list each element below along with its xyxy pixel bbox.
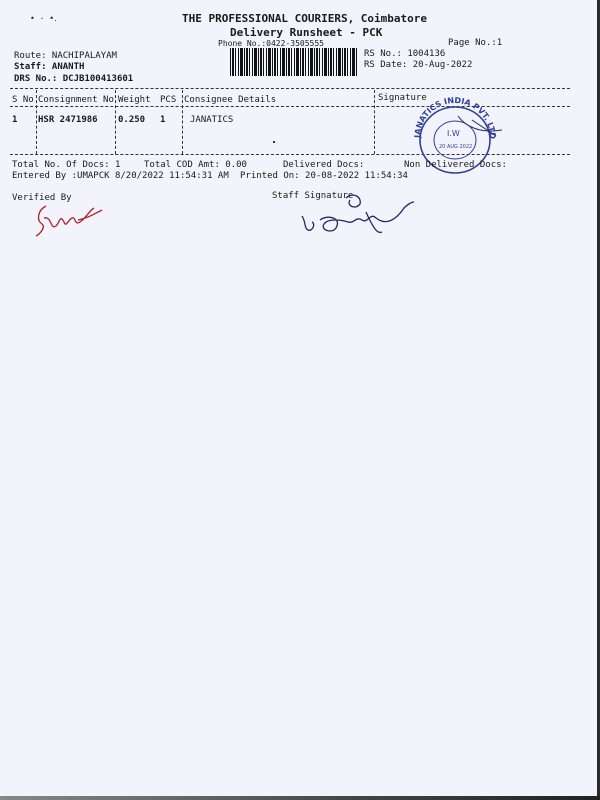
cell-consignee: JANATICS: [190, 115, 234, 125]
total-docs: Total No. Of Docs: 1: [12, 160, 121, 170]
col-divider: [182, 90, 183, 154]
verifier-signature: [30, 200, 110, 240]
ink-dot: [273, 141, 275, 143]
non-delivered-docs: Non Delivered Docs:: [404, 160, 507, 170]
rs-number: RS No.: 1004136: [364, 49, 446, 59]
phone-number: Phone No.:0422-3505555: [218, 39, 324, 48]
staff: Staff: ANANTH: [14, 62, 85, 72]
stamp-ring-text: JANATICS INDIA PVT. LTD: [412, 96, 498, 140]
barcode: [230, 48, 358, 76]
col-header-consignment: Consignment No: [38, 95, 114, 105]
col-header-sno: S No: [12, 95, 34, 105]
col-header-signature: Signature: [378, 93, 427, 103]
cell-weight: 0.250: [118, 115, 146, 125]
company-title: THE PROFESSIONAL COURIERS, Coimbatore: [182, 12, 428, 25]
entered-by: Entered By :UMAPCK 8/20/2022 11:54:31 AM: [12, 171, 229, 181]
scan-specks: • · •․: [30, 14, 57, 23]
staff-signature-label: Staff Signature: [272, 191, 354, 201]
stamp-date-text: 20 AUG 2022: [439, 144, 473, 150]
sheet-title: Delivery Runsheet - PCK: [230, 26, 383, 39]
col-header-consignee: Consignee Details: [184, 95, 277, 105]
drs-number: DRS No.: DCJB100413601: [14, 74, 134, 84]
page-number: Page No.:1: [448, 38, 503, 48]
cell-consignment: HSR 2471986: [38, 115, 98, 125]
stamp-center-text: I.W: [447, 129, 460, 138]
scan-edge-bottom: [0, 796, 600, 800]
printed-on: Printed On: 20-08-2022 11:54:34: [240, 171, 408, 181]
col-divider: [36, 90, 37, 154]
cell-pcs: 1: [160, 115, 166, 125]
table-top-rule: [10, 88, 570, 89]
delivered-docs: Delivered Docs:: [283, 160, 365, 170]
staff-signature: [296, 190, 422, 242]
col-divider: [115, 90, 116, 154]
rs-date: RS Date: 20-Aug-2022: [364, 60, 473, 70]
col-header-weight: Weight: [118, 95, 151, 105]
cell-sno: 1: [12, 115, 18, 125]
verified-by-label: Verified By: [12, 193, 72, 203]
route: Route: NACHIPALAYAM: [14, 51, 117, 61]
total-cod-amount: Total COD Amt: 0.00: [144, 160, 247, 170]
col-header-pcs: PCS: [160, 95, 177, 105]
col-divider: [374, 90, 375, 154]
